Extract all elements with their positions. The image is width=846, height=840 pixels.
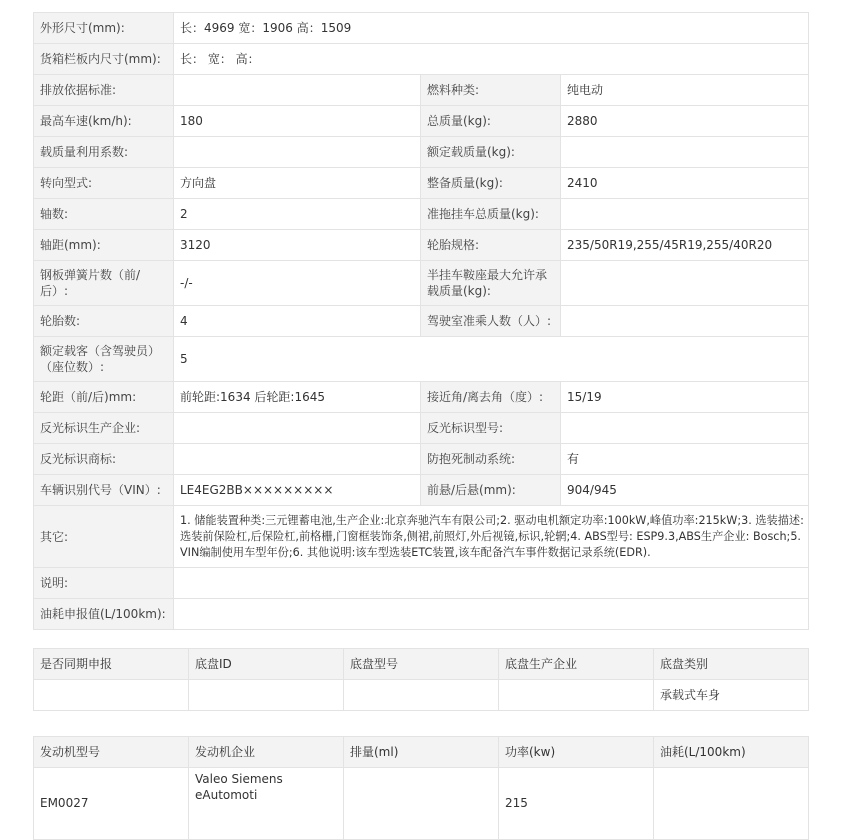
axles-label: 轴数: — [34, 199, 174, 230]
chassis-cell — [499, 680, 654, 711]
rated-load-label: 额定载质量(kg): — [421, 137, 561, 168]
engine-header-cell: 发动机型号 — [34, 737, 189, 768]
spec-row — [34, 337, 809, 382]
axles-value: 2 — [174, 199, 421, 230]
spec-row — [34, 568, 809, 599]
reflector-model-label: 反光标识型号: — [421, 413, 561, 444]
spec-row — [34, 413, 809, 444]
chassis-cell: 承载式车身 — [654, 680, 809, 711]
chassis-data-row — [34, 680, 809, 711]
saddle-load-value — [561, 261, 809, 306]
track-label: 轮距（前/后)mm: — [34, 382, 174, 413]
wheelbase-value: 3120 — [174, 230, 421, 261]
curb-mass-label: 整备质量(kg): — [421, 168, 561, 199]
emission-standard-value — [174, 75, 421, 106]
total-mass-label: 总质量(kg): — [421, 106, 561, 137]
engine-header-cell: 发动机企业 — [189, 737, 344, 768]
spec-row — [34, 306, 809, 337]
tire-spec-label: 轮胎规格: — [421, 230, 561, 261]
fuel-type-value: 纯电动 — [561, 75, 809, 106]
approach-angle-label: 接近角/离去角（度）: — [421, 382, 561, 413]
note-label: 说明: — [34, 568, 174, 599]
spec-row — [34, 506, 809, 568]
spec-row — [34, 444, 809, 475]
vin-label: 车辆识别代号（VIN）: — [34, 475, 174, 506]
trailer-mass-label: 准拖挂车总质量(kg): — [421, 199, 561, 230]
reflector-maker-value — [174, 413, 421, 444]
load-utilization-label: 载质量利用系数: — [34, 137, 174, 168]
tires-count-value: 4 — [174, 306, 421, 337]
chassis-header-cell: 底盘类别 — [654, 649, 809, 680]
spec-row — [34, 382, 809, 413]
emission-standard-label: 排放依据标准: — [34, 75, 174, 106]
engine-header-cell: 油耗(L/100km) — [654, 737, 809, 768]
steering-label: 转向型式: — [34, 168, 174, 199]
fuel-consumption-value — [174, 599, 809, 630]
cargo-box-label: 货箱栏板内尺寸(mm): — [34, 44, 174, 75]
other-value: 1. 储能装置种类:三元锂蓄电池,生产企业:北京奔驰汽车有限公司;2. 驱动电机额定功率:100kW,峰值功率:215kW;3. 选装描述:选装前保险杠,后保险杠,前格栅,门窗框装饰条,侧裙,前照灯,外后视镜,标识,轮辋;4. ABS型号: ESP9.3,ABS生产企业: Bosch;5. VIN编制使用车型年份;6. 其他说明:该车型选装ETC装置,该车配备汽车事件数据记录系统(EDR). — [174, 506, 809, 568]
chassis-header-cell: 是否同期申报 — [34, 649, 189, 680]
chassis-header-cell: 底盘生产企业 — [499, 649, 654, 680]
tire-spec-value: 235/50R19,255/45R19,255/40R20 — [561, 230, 809, 261]
chassis-cell — [34, 680, 189, 711]
total-mass-value: 2880 — [561, 106, 809, 137]
overhang-label: 前悬/后悬(mm): — [421, 475, 561, 506]
saddle-load-label: 半挂车鞍座最大允许承载质量(kg): — [421, 261, 561, 306]
spec-row — [34, 599, 809, 630]
chassis-table — [33, 648, 809, 711]
leaf-spring-label: 钢板弹簧片数（前/后）: — [34, 261, 174, 306]
engine-header-cell: 功率(kw) — [499, 737, 654, 768]
engine-header-row — [34, 737, 809, 768]
trailer-mass-value — [561, 199, 809, 230]
abs-value: 有 — [561, 444, 809, 475]
reflector-brand-label: 反光标识商标: — [34, 444, 174, 475]
note-value — [174, 568, 809, 599]
tires-count-label: 轮胎数: — [34, 306, 174, 337]
engine-data-row — [34, 768, 809, 840]
reflector-maker-label: 反光标识生产企业: — [34, 413, 174, 444]
chassis-header-cell: 底盘型号 — [344, 649, 499, 680]
overhang-value: 904/945 — [561, 475, 809, 506]
cargo-box-value: 长： 宽： 高： — [174, 44, 809, 75]
engine-header-cell: 排量(ml) — [344, 737, 499, 768]
spec-row — [34, 168, 809, 199]
rated-passengers-value: 5 — [174, 337, 809, 382]
rated-passengers-label: 额定载客（含驾驶员）（座位数）: — [34, 337, 174, 382]
spec-row — [34, 199, 809, 230]
cab-passengers-label: 驾驶室准乘人数（人）: — [421, 306, 561, 337]
spec-row — [34, 261, 809, 306]
engine-displacement-cell — [344, 768, 499, 840]
chassis-cell — [189, 680, 344, 711]
dimensions-value: 长：4969 宽：1906 高：1509 — [174, 13, 809, 44]
reflector-brand-value — [174, 444, 421, 475]
spec-row — [34, 475, 809, 506]
spec-row — [34, 44, 809, 75]
engine-fuel-consumption-cell — [654, 768, 809, 840]
spec-row — [34, 75, 809, 106]
spec-row — [34, 137, 809, 168]
dimensions-label: 外形尺寸(mm): — [34, 13, 174, 44]
engine-company-cell: Valeo Siemens eAutomoti — [189, 768, 344, 840]
chassis-cell — [344, 680, 499, 711]
abs-label: 防抱死制动系统: — [421, 444, 561, 475]
spec-row — [34, 106, 809, 137]
other-label: 其它: — [34, 506, 174, 568]
vehicle-spec-table — [33, 12, 809, 630]
leaf-spring-value: -/- — [174, 261, 421, 306]
fuel-consumption-label: 油耗申报值(L/100km): — [34, 599, 174, 630]
rated-load-value — [561, 137, 809, 168]
track-value: 前轮距:1634 后轮距:1645 — [174, 382, 421, 413]
engine-model-cell: EM0027 — [34, 768, 189, 840]
approach-angle-value: 15/19 — [561, 382, 809, 413]
load-utilization-value — [174, 137, 421, 168]
reflector-model-value — [561, 413, 809, 444]
max-speed-label: 最高车速(km/h): — [34, 106, 174, 137]
cab-passengers-value — [561, 306, 809, 337]
vin-value: LE4EG2BB××××××××× — [174, 475, 421, 506]
chassis-header-row — [34, 649, 809, 680]
curb-mass-value: 2410 — [561, 168, 809, 199]
spec-row — [34, 13, 809, 44]
chassis-header-cell: 底盘ID — [189, 649, 344, 680]
engine-power-cell: 215 — [499, 768, 654, 840]
wheelbase-label: 轴距(mm): — [34, 230, 174, 261]
spec-row — [34, 230, 809, 261]
max-speed-value: 180 — [174, 106, 421, 137]
fuel-type-label: 燃料种类: — [421, 75, 561, 106]
engine-table — [33, 736, 809, 840]
steering-value: 方向盘 — [174, 168, 421, 199]
